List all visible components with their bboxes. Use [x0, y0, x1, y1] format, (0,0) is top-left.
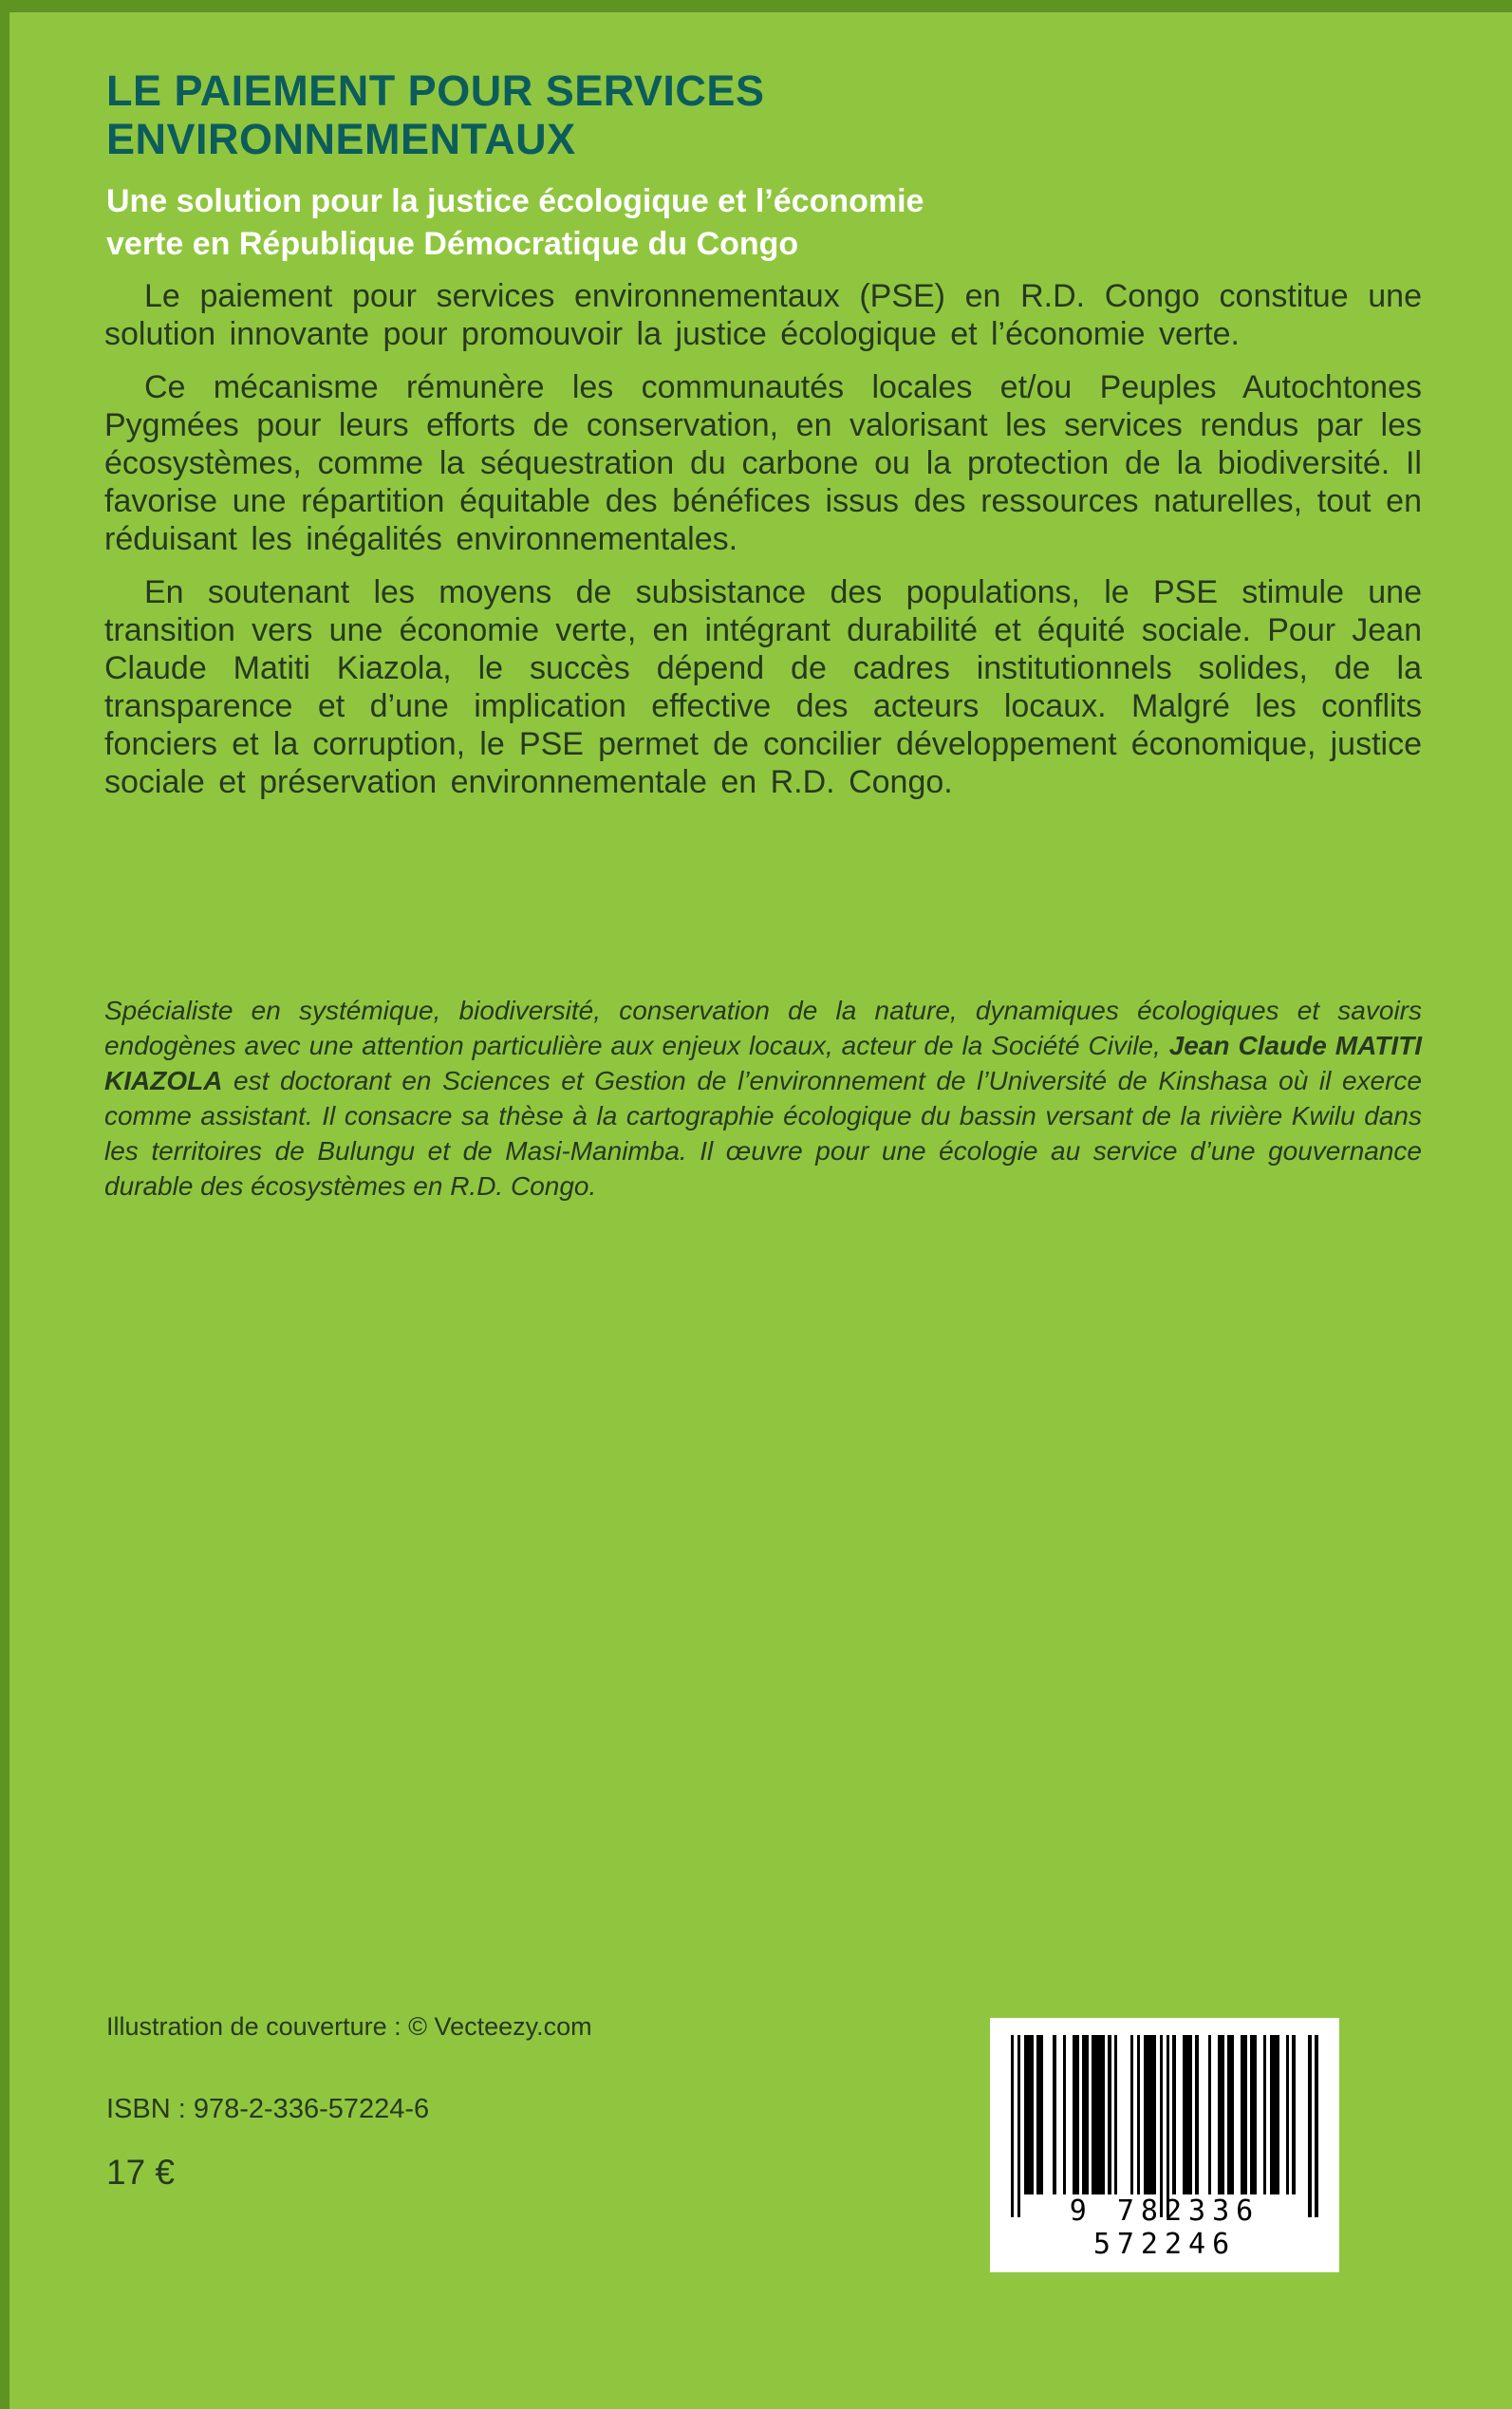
book-subtitle — [106, 180, 924, 266]
isbn-number: ISBN : 978-2-336-57224-6 — [106, 2094, 430, 2124]
author-bio-text-after: est doctorant en Sciences et Gestion de l’environnement de l’Université de Kinshasa où il exerce comme assistant. Il consacre sa thèse à la cartographie écologique du bassin versant de la rivière Kwilu dans les territoires de Bulungu et de Masi-Manimba. Il œuvre pour une écologie au service d’une gouvernance durable des écosystèmes en R.D. Congo. — [104, 1066, 1422, 1201]
synopsis-paragraph-2: Ce mécanisme rémunère les communautés locales et/ou Peuples Autochtones Pygmées pour leurs efforts de conservation, en valorisant les services rendus par les écosystèmes, comme la séquestration du carbone ou la protection de la biodiversité. Il favorise une répartition équitable des bénéfices issus des ressources naturelles, tout en réduisant les inégalités environnementales. — [104, 369, 1422, 557]
price: 17 € — [106, 2153, 176, 2192]
book-subtitle-line2: verte en République Démocratique du Congo — [106, 225, 799, 262]
author-bio-text-before: Spécialiste en systémique, biodiversité, conservation de la nature, dynamiques écologiques et savoirs endogènes avec une attention particulière aux enjeux locaux, acteur de la Société Civile, — [104, 996, 1422, 1060]
author-name: Jean Claude MATITI KIAZOLA — [104, 1031, 1422, 1095]
barcode-digits: 9 782336 572246 — [1069, 2194, 1260, 2261]
book-title-line2: ENVIRONNEMENTAUX — [106, 115, 576, 164]
illustration-credit: Illustration de couverture : © Vecteezy.com — [106, 2012, 592, 2041]
left-edge-band — [0, 0, 9, 2409]
synopsis-paragraph-1: Le paiement pour services environnementaux (PSE) en R.D. Congo constitue une solution innovante pour promouvoir la justice écologique et l’économie verte. — [104, 278, 1422, 352]
author-bio — [104, 993, 1422, 1204]
synopsis-paragraph-3: En soutenant les moyens de subsistance des populations, le PSE stimule une transition vers une économie verte, en intégrant durabilité et équité sociale. Pour Jean Claude Matiti Kiazola, le succès dépend de cadres institutionnels solides, de la transparence et d’une implication effective des acteurs locaux. Malgré les conflits fonciers et la corruption, le PSE permet de concilier développement économique, justice sociale et préservation environnementale en R.D. Congo. — [104, 574, 1422, 800]
book-title — [106, 66, 764, 164]
top-edge-band — [0, 0, 1512, 12]
book-title-line1: LE PAIEMENT POUR SERVICES — [106, 66, 765, 115]
barcode — [990, 2018, 1339, 2272]
book-subtitle-line1: Une solution pour la justice écologique et l’économie — [106, 183, 924, 219]
back-cover-synopsis — [104, 277, 1422, 816]
barcode-bars — [1011, 2035, 1318, 2221]
